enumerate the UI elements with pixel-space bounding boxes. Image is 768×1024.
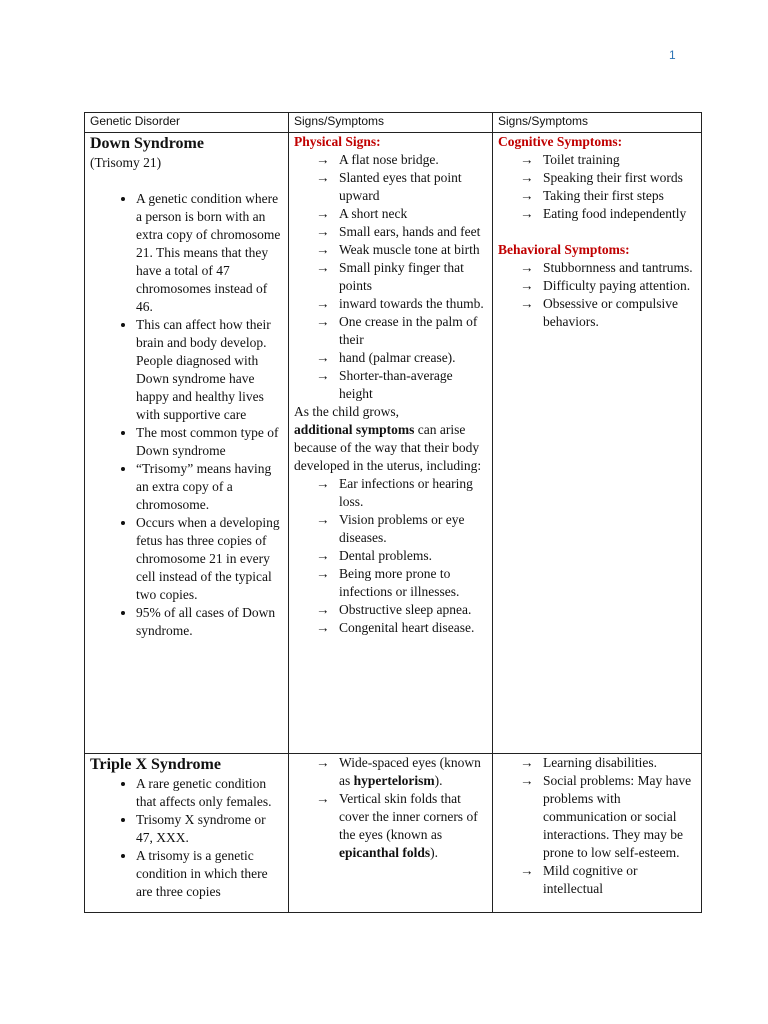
list-item: → Being more prone to infections or illnesses. — [316, 565, 488, 601]
sign-text: Vertical skin folds that cover the inner corners of the eyes (known as — [339, 791, 478, 842]
list-item: → hand (palmar crease). — [316, 349, 488, 367]
additional-symptoms-list — [294, 475, 488, 637]
list-item: → Toilet training — [520, 151, 697, 169]
list-item: → Small ears, hands and feet — [316, 223, 488, 241]
list-item: → Stubbornness and tantrums. — [520, 259, 697, 277]
sign-term: hypertelorism — [353, 773, 435, 788]
list-item: • A rare genetic condition that affects only females. — [136, 775, 284, 811]
sign-term: epicanthal folds — [339, 845, 431, 860]
list-item: → Obsessive or compulsive behaviors. — [520, 295, 697, 331]
down-syndrome-description-cell — [85, 133, 289, 754]
list-item: • “Trisomy” means having an extra copy of a chromosome. — [136, 460, 284, 514]
growth-paragraph — [294, 403, 488, 475]
list-item: → Learning disabilities. — [520, 754, 697, 772]
list-item — [316, 754, 488, 790]
list-item: → Dental problems. — [316, 547, 488, 565]
list-item: → Small pinky finger that points — [316, 259, 488, 295]
triple-x-description-cell — [85, 754, 289, 913]
list-item: → Mild cognitive or intellectual — [520, 862, 697, 898]
cognitive-symptoms-list — [498, 151, 697, 223]
down-syndrome-bullets — [90, 190, 284, 640]
behavioral-symptoms-heading: Behavioral Symptoms: — [498, 242, 630, 257]
cognitive-symptoms-heading: Cognitive Symptoms: — [498, 134, 623, 149]
list-item: → Eating food independently — [520, 205, 697, 223]
triple-x-title: Triple X Syndrome — [90, 756, 221, 773]
triple-x-bullets — [90, 775, 284, 901]
down-syndrome-physical-cell — [289, 133, 493, 754]
page-number: 1 — [669, 48, 676, 62]
table-row-down-syndrome — [85, 133, 702, 754]
list-item: → inward towards the thumb. — [316, 295, 488, 313]
list-item — [316, 790, 488, 862]
list-item: → Taking their first steps — [520, 187, 697, 205]
list-item: → Obstructive sleep apnea. — [316, 601, 488, 619]
header-signs-symptoms-1: Signs/Symptoms — [289, 113, 493, 133]
list-item: → Vision problems or eye diseases. — [316, 511, 488, 547]
list-item: → Ear infections or hearing loss. — [316, 475, 488, 511]
list-item: → Congenital heart disease. — [316, 619, 488, 637]
growth-text-pre: As the child grows, — [294, 404, 399, 419]
list-item: • A trisomy is a genetic condition in which there are three copies — [136, 847, 284, 901]
physical-signs-list — [294, 151, 488, 403]
list-item: • 95% of all cases of Down syndrome. — [136, 604, 284, 640]
behavioral-symptoms-list — [498, 259, 697, 331]
down-syndrome-subtitle: (Trisomy 21) — [90, 155, 162, 170]
list-item: • A genetic condition where a person is born with an extra copy of chromosome 21. This means that they have a total of 47 chromosomes instead of 46. — [136, 190, 284, 316]
down-syndrome-cognitive-cell — [493, 133, 702, 754]
triple-x-signs-list — [294, 754, 488, 862]
list-item: → A short neck — [316, 205, 488, 223]
table-header-row — [85, 113, 702, 133]
list-item: → Speaking their first words — [520, 169, 697, 187]
triple-x-symptoms-cell — [493, 754, 702, 913]
list-item: • Occurs when a developing fetus has three copies of chromosome 21 in every cell instead of the typical two copies. — [136, 514, 284, 604]
list-item: → One crease in the palm of their — [316, 313, 488, 349]
header-genetic-disorder: Genetic Disorder — [85, 113, 289, 133]
physical-signs-heading: Physical Signs: — [294, 134, 381, 149]
header-signs-symptoms-2: Signs/Symptoms — [493, 113, 702, 133]
list-item: → Difficulty paying attention. — [520, 277, 697, 295]
down-syndrome-title: Down Syndrome — [90, 135, 204, 152]
list-item: • Trisomy X syndrome or 47, XXX. — [136, 811, 284, 847]
triple-x-symptoms-list — [498, 754, 697, 898]
list-item: → A flat nose bridge. — [316, 151, 488, 169]
sign-text: Wide-spaced eyes (known as — [339, 755, 481, 788]
sign-text-end: ). — [434, 773, 443, 788]
list-item: → Shorter-than-average height — [316, 367, 488, 403]
triple-x-signs-cell — [289, 754, 493, 913]
list-item: • The most common type of Down syndrome — [136, 424, 284, 460]
growth-text-bold: additional symptoms — [294, 422, 415, 437]
list-item: → Weak muscle tone at birth — [316, 241, 488, 259]
table-row-triple-x-syndrome — [85, 754, 702, 913]
growth-text-post: can arise because of the way that their body developed in the uterus, including: — [294, 422, 482, 473]
list-item: → Slanted eyes that point upward — [316, 169, 488, 205]
list-item: • This can affect how their brain and body develop. People diagnosed with Down syndrome have happy and healthy lives with supportive care — [136, 316, 284, 424]
genetic-disorder-table — [84, 112, 702, 913]
list-item: → Social problems: May have problems with communication or social interactions. They may be prone to low self-esteem. — [520, 772, 697, 862]
sign-text-end: ). — [430, 845, 439, 860]
